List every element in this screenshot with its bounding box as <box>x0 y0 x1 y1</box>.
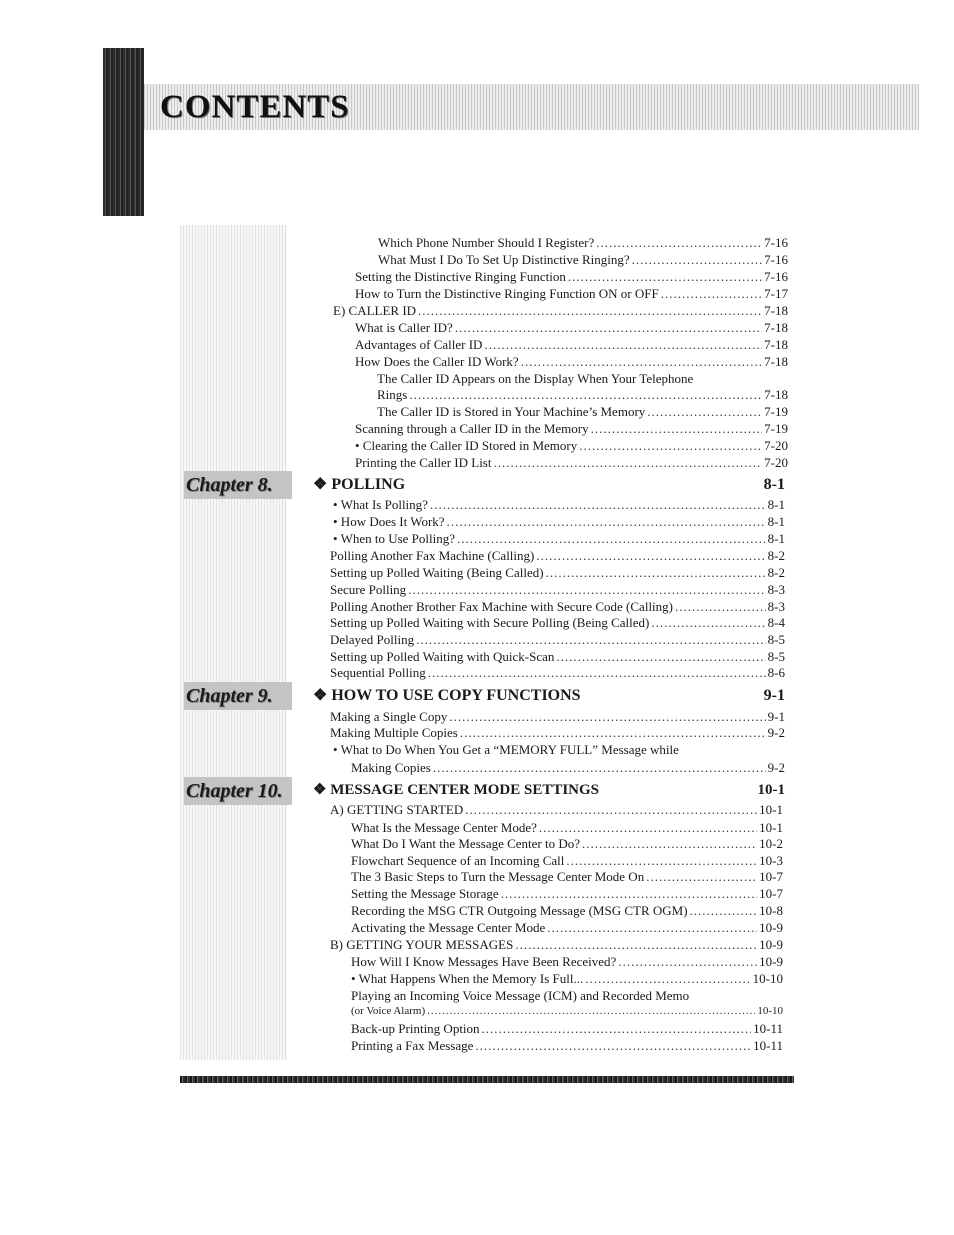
toc-entry-continued[interactable]: Playing an Incoming Voice Message (ICM) and Recorded Memo <box>351 988 690 1003</box>
chapter-label-8: Chapter 8. <box>184 471 292 499</box>
toc-entry[interactable]: • When to Use Polling? ..... 8-1 <box>333 530 785 547</box>
toc-entry[interactable]: Setting up Polled Waiting with Secure Polling (Being Called) ..... 8-4 <box>330 614 785 631</box>
toc-entry[interactable]: Printing the Caller ID List ..... 7-20 <box>355 454 788 471</box>
toc-entry[interactable]: Which Phone Number Should I Register? ..... 7-16 <box>378 234 788 251</box>
toc-entry[interactable]: What Must I Do To Set Up Distinctive Ringing? ..... 7-16 <box>378 251 788 268</box>
toc-entry[interactable]: What Do I Want the Message Center to Do? ..... 10-2 <box>351 835 783 852</box>
diamond-bullet-icon: ❖ <box>313 782 327 798</box>
toc-entry[interactable]: Scanning through a Caller ID in the Memory ..... 7-19 <box>355 420 788 437</box>
toc-entry[interactable]: Polling Another Fax Machine (Calling) ..... 8-2 <box>330 547 785 564</box>
toc-entry[interactable]: Secure Polling ..... 8-3 <box>330 581 785 598</box>
toc-entry[interactable]: • What Is Polling? ..... 8-1 <box>333 496 785 513</box>
toc-entry[interactable]: Making Multiple Copies ..... 9-2 <box>330 724 785 741</box>
toc-entry[interactable]: • How Does It Work? ..... 8-1 <box>333 513 785 530</box>
toc-entry[interactable]: Printing a Fax Message ..... 10-11 <box>351 1037 783 1054</box>
toc-entry[interactable]: Setting the Distinctive Ringing Function ..... 7-16 <box>355 268 788 285</box>
toc-entry[interactable]: How Will I Know Messages Have Been Received? ..... 10-9 <box>351 953 783 970</box>
toc-entry[interactable]: Sequential Polling ..... 8-6 <box>330 664 785 681</box>
page-title: CONTENTS <box>160 89 350 125</box>
toc-entry[interactable]: How Does the Caller ID Work? ..... 7-18 <box>355 353 788 370</box>
toc-entry[interactable]: • Clearing the Caller ID Stored in Memory ..... 7-20 <box>355 437 788 454</box>
toc-entry[interactable]: Activating the Message Center Mode ..... 10-9 <box>351 919 783 936</box>
toc-entry[interactable]: What is Caller ID? ..... 7-18 <box>355 319 788 336</box>
diamond-bullet-icon: ❖ <box>313 476 328 493</box>
toc-entry[interactable]: The 3 Basic Steps to Turn the Message Center Mode On ..... 10-7 <box>351 868 783 885</box>
diamond-bullet-icon: ❖ <box>313 687 328 704</box>
chapter-side-column <box>180 225 287 1060</box>
toc-entry-continued[interactable]: • What to Do When You Get a “MEMORY FULL” Message while <box>333 742 679 757</box>
chapter-label-9: Chapter 9. <box>184 682 292 710</box>
toc-entry[interactable]: Rings ..... 7-18 <box>377 386 788 403</box>
toc-entry[interactable]: Polling Another Brother Fax Machine with Secure Code (Calling) ..... 8-3 <box>330 598 785 615</box>
toc-entry[interactable]: Advantages of Caller ID ..... 7-18 <box>355 336 788 353</box>
left-decorative-bar <box>103 48 144 216</box>
toc-entry[interactable]: Setting up Polled Waiting (Being Called) ..... 8-2 <box>330 564 785 581</box>
toc-entry[interactable]: The Caller ID is Stored in Your Machine’s Memory ..... 7-19 <box>377 403 788 420</box>
toc-entry[interactable]: Flowchart Sequence of an Incoming Call ..... 10-3 <box>351 852 783 869</box>
toc-entry[interactable]: (or Voice Alarm) ..... 10-10 <box>351 1003 783 1020</box>
toc-entry[interactable]: B) GETTING YOUR MESSAGES ..... 10-9 <box>330 936 783 953</box>
toc-entry-continued[interactable]: The Caller ID Appears on the Display When Your Telephone <box>377 371 694 386</box>
toc-entry[interactable]: Setting up Polled Waiting with Quick-Scan ..... 8-5 <box>330 648 785 665</box>
toc-entry[interactable]: Back-up Printing Option ..... 10-11 <box>351 1020 783 1037</box>
toc-entry[interactable]: Making Copies ..... 9-2 <box>351 759 785 776</box>
section-heading-polling: ❖ POLLING 8-1 <box>313 476 785 493</box>
section-heading-copy: ❖ HOW TO USE COPY FUNCTIONS 9-1 <box>313 687 785 704</box>
section-heading-message-center: ❖ MESSAGE CENTER MODE SETTINGS 10-1 <box>313 782 785 798</box>
toc-entry[interactable]: Delayed Polling ..... 8-5 <box>330 631 785 648</box>
toc-entry[interactable]: Recording the MSG CTR Outgoing Message (MSG CTR OGM) ..... 10-8 <box>351 902 783 919</box>
toc-entry[interactable]: How to Turn the Distinctive Ringing Function ON or OFF ..... 7-17 <box>355 285 788 302</box>
toc-entry[interactable]: E) CALLER ID ..... 7-18 <box>333 302 788 319</box>
bottom-decorative-rule <box>180 1076 794 1083</box>
toc-entry[interactable]: What Is the Message Center Mode? ..... 10-1 <box>351 819 783 836</box>
toc-entry[interactable]: Making a Single Copy ..... 9-1 <box>330 708 785 725</box>
toc-entry[interactable]: A) GETTING STARTED ..... 10-1 <box>330 801 783 818</box>
toc-entry[interactable]: • What Happens When the Memory Is Full... ..... 10-10 <box>351 970 783 987</box>
chapter-label-10: Chapter 10. <box>184 777 292 805</box>
toc-entry[interactable]: Setting the Message Storage ..... 10-7 <box>351 885 783 902</box>
